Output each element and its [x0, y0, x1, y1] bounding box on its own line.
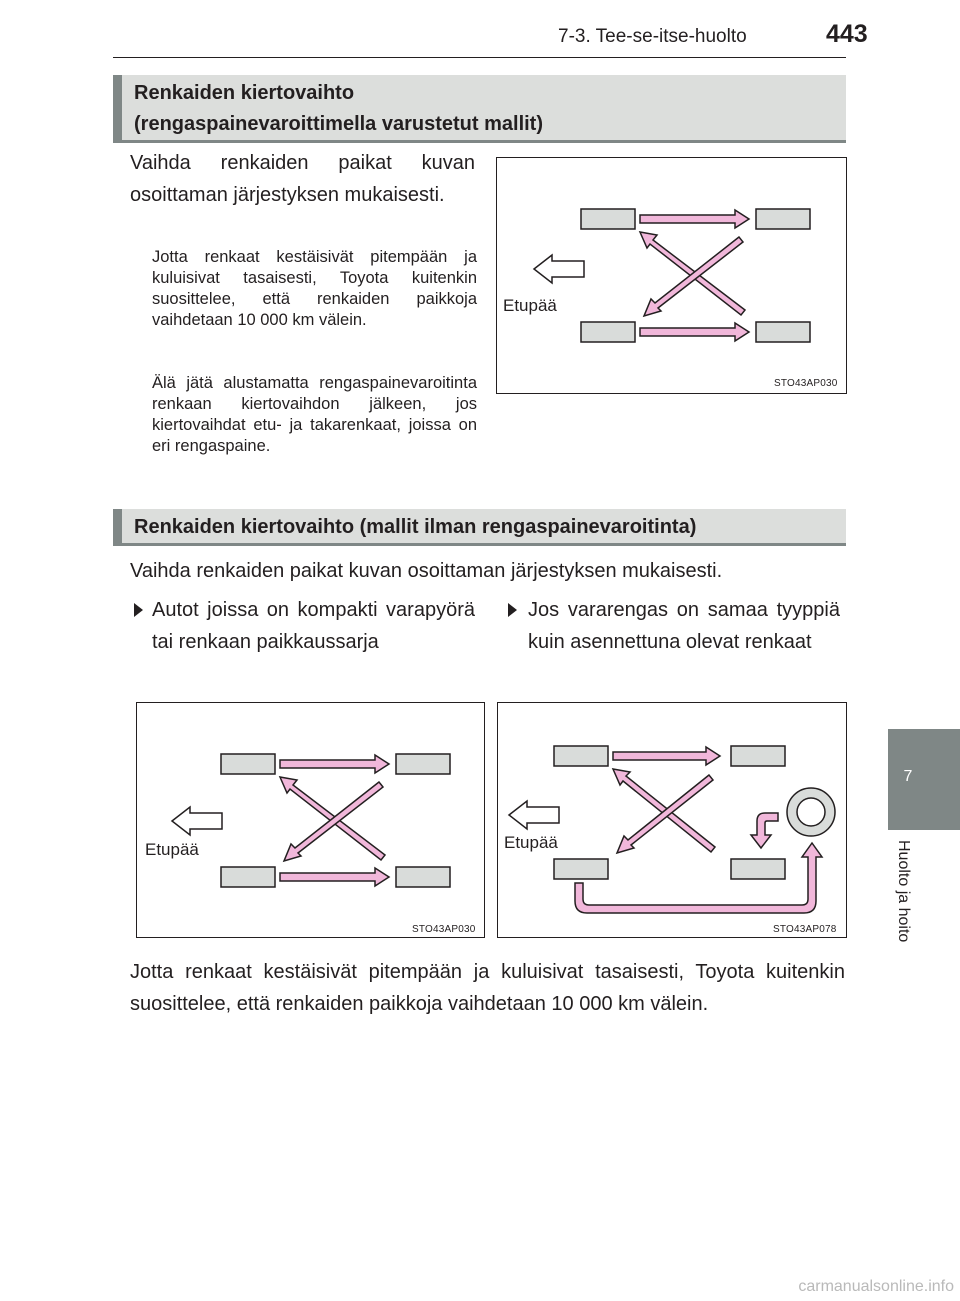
watermark: carmanualsonline.info: [798, 1278, 954, 1295]
bullet-triangle-icon: [134, 603, 143, 617]
tire-front-right: [756, 209, 810, 229]
tire-rear-right: [756, 322, 810, 342]
tire-front-left: [554, 746, 608, 766]
tire-front-left: [581, 209, 635, 229]
tire-rear-right: [396, 867, 450, 887]
header-title: 7-3. Tee-se-itse-huolto: [558, 26, 747, 47]
rotation-diagram-graphic: [498, 703, 846, 937]
front-label: Etupää: [504, 833, 558, 852]
rotation-diagram-full-size-spare: [497, 702, 847, 938]
tire-rear-left: [554, 859, 608, 879]
figure-code: STO43AP030: [774, 378, 838, 389]
tire-front-right: [731, 746, 785, 766]
tire-front-left: [221, 754, 275, 774]
chapter-number: 7: [903, 768, 913, 785]
compact-spare-heading: Autot joissa on kompakti varapyörä tai renkaan paikkaussarja: [152, 599, 475, 653]
front-direction-arrow: [509, 801, 559, 829]
section-heading-rotation-tpms: [113, 75, 846, 143]
front-label: Etupää: [145, 840, 199, 859]
rotation-diagram-graphic: [497, 158, 846, 393]
section-heading-line2: (rengaspainevaroittimella varustetut mallit): [134, 113, 544, 135]
tire-front-right: [396, 754, 450, 774]
front-direction-arrow: [534, 255, 584, 283]
section-heading-line1: Renkaiden kiertovaihto: [134, 82, 355, 104]
arrow-front-left-to-front-right: [280, 755, 389, 773]
chapter-tab: [888, 729, 960, 830]
rotation-interval-paragraph: Jotta renkaat kestäisivät pitempään ja kuluisivat tasaisesti, Toyota kuitenkin suosittelee, että renkaiden paikkoja vaihdetaan 10 000 km välein.: [130, 961, 845, 1015]
arrow-front-left-to-front-right: [613, 747, 720, 765]
figure-code: STO43AP078: [773, 924, 837, 935]
spare-tire-inner: [797, 798, 825, 826]
arrow-spare-to-rear-right: [751, 813, 778, 848]
arrow-rear-left-to-front-right: [640, 323, 749, 341]
full-size-spare-heading: Jos vararengas on samaa tyyppiä kuin asennettuna olevat renkaat: [528, 599, 840, 653]
rotation-interval-note: Jotta renkaat kestäisivät pitempään ja kuluisivat tasaisesti, Toyota kuitenkin suosittelee, että renkaiden paikkoja vaihdetaan 10 000 km välein.: [152, 248, 477, 329]
front-label: Etupää: [503, 296, 557, 315]
rotation-diagram-graphic: [137, 703, 484, 937]
tpms-initialization-note: Älä jätä alustamatta rengaspainevaroitinta renkaan kiertovaihdon jälkeen, jos kiertovaihdat etu- ja takarenkaat, joissa on eri rengaspaine.: [152, 374, 477, 455]
page-number: 443: [826, 20, 868, 48]
rotation-instruction-paragraph: Vaihda renkaiden paikat kuvan osoittaman järjestyksen mukaisesti.: [130, 152, 475, 206]
arrow-front-left-to-front-right: [640, 210, 749, 228]
front-direction-arrow: [172, 807, 222, 835]
tire-rear-left: [581, 322, 635, 342]
arrow-rear-left-to-rear-right: [280, 868, 389, 886]
tire-rear-right: [731, 859, 785, 879]
rotation-instruction-paragraph-2: Vaihda renkaiden paikat kuvan osoittaman järjestyksen mukaisesti.: [130, 560, 723, 582]
header-divider: [113, 57, 846, 58]
rotation-diagram-tpms: [496, 157, 847, 394]
bullet-triangle-icon: [508, 603, 517, 617]
section-heading-rotation-no-tpms: Renkaiden kiertovaihto (mallit ilman rengaspainevaroitinta): [113, 509, 846, 546]
figure-code: STO43AP030: [412, 924, 476, 935]
chapter-title: Huolto ja hoito: [895, 840, 912, 943]
rotation-diagram-compact-spare: [136, 702, 485, 938]
tire-rear-left: [221, 867, 275, 887]
